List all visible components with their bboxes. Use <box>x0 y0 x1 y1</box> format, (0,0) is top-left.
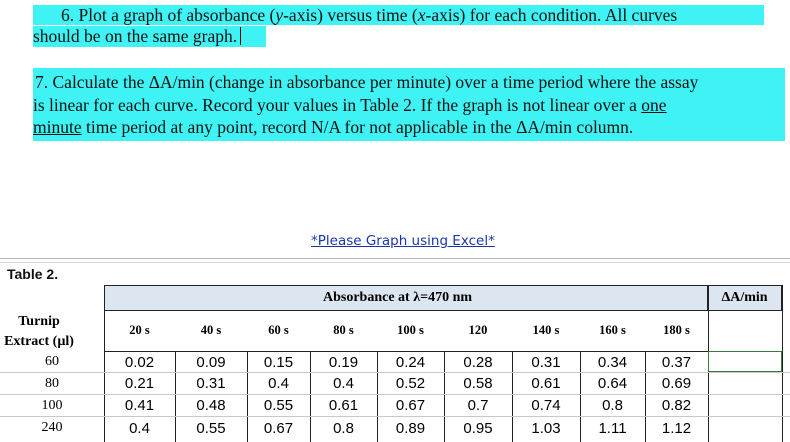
table-cell[interactable]: 0.64 <box>597 375 628 392</box>
table-cell[interactable]: 0.89 <box>395 419 426 437</box>
table-cell[interactable]: 0.61 <box>328 397 359 414</box>
question-7-line3: minute time period at any point, record N/A for not applicable in the ΔA/min column. <box>33 117 634 137</box>
table-cell[interactable]: 0.74 <box>531 397 561 414</box>
table-cell[interactable]: 0.4 <box>268 375 289 392</box>
table-cell[interactable]: 0.37 <box>661 353 692 371</box>
table-cell[interactable]: 0.69 <box>661 375 692 392</box>
absorbance-header: Absorbance at λ=470 nm <box>323 290 473 305</box>
table-cell[interactable]: 0.7 <box>467 397 489 414</box>
table-cell[interactable]: 0.82 <box>661 397 692 414</box>
table-cell[interactable]: 0.15 <box>263 353 294 371</box>
row-label-100: 100 <box>41 397 63 413</box>
row-label-80: 80 <box>45 375 59 391</box>
time-header-140s: 140 s <box>532 322 560 337</box>
table-cell[interactable]: 0.67 <box>263 419 294 437</box>
graph-using-excel-link[interactable]: *Please Graph using Excel* <box>311 233 495 249</box>
question-7-line2: is linear for each curve. Record your values in Table 2. If the graph is not linear over a one <box>33 95 667 115</box>
table-cell[interactable]: 0.02 <box>124 353 155 371</box>
delta-a-min-header: ΔA/min <box>721 290 768 305</box>
sheet-divider <box>0 262 790 263</box>
table-cell[interactable]: 0.67 <box>395 397 426 414</box>
table-cell[interactable]: 0.4 <box>129 419 150 437</box>
table-cell[interactable]: 1.11 <box>598 419 627 437</box>
time-header-80s: 80 s <box>333 322 354 337</box>
time-header-20s: 20 s <box>129 322 150 337</box>
table-cell[interactable]: 0.09 <box>196 353 226 371</box>
table-cell[interactable]: 0.31 <box>196 375 226 392</box>
selected-cell[interactable] <box>708 351 782 372</box>
text-cursor <box>240 27 241 45</box>
table-cell[interactable]: 1.12 <box>661 419 692 437</box>
table-title: Table 2. <box>7 266 59 282</box>
question-6-line2[interactable]: should be on the same graph. <box>33 26 241 47</box>
table-cell[interactable]: 0.4 <box>333 375 354 392</box>
question-6-line1: 6. Plot a graph of absorbance (y-axis) versus time (x-axis) for each condition. All curves <box>61 5 678 25</box>
table-cell[interactable]: 0.28 <box>463 353 493 371</box>
turnip-header-line1: Turnip <box>18 314 60 329</box>
turnip-header-line2: Extract (µl) <box>4 334 74 349</box>
delta-header-cell <box>708 285 782 311</box>
table-cell[interactable]: 0.55 <box>263 397 294 414</box>
table-cell[interactable]: 0.52 <box>395 375 426 392</box>
table-cell[interactable]: 0.31 <box>531 353 561 371</box>
time-header-40s: 40 s <box>200 322 222 337</box>
table-cell[interactable]: 0.55 <box>196 419 226 437</box>
row-label-60: 60 <box>45 354 59 369</box>
time-header-180s: 180 s <box>663 322 690 337</box>
turnip-extract-header <box>4 312 74 352</box>
table-border <box>782 285 783 442</box>
table-cell[interactable]: 0.95 <box>463 419 493 437</box>
table-cell[interactable]: 0.41 <box>124 397 155 414</box>
table-cell[interactable]: 0.19 <box>328 353 359 371</box>
absorbance-header-band <box>104 285 708 311</box>
table-cell[interactable]: 1.03 <box>531 419 561 437</box>
time-header-60s: 60 s <box>268 322 289 337</box>
table-cell[interactable]: 0.21 <box>124 375 155 392</box>
question-7-line1: 7. Calculate the ΔA/min (change in absorbance per minute) over a time period where the assay <box>35 72 699 92</box>
table-cell[interactable]: 0.48 <box>196 397 226 414</box>
table-cell[interactable]: 0.61 <box>531 375 561 392</box>
table-cell[interactable]: 0.8 <box>602 397 623 414</box>
table-cell[interactable]: 0.34 <box>597 353 628 371</box>
row-label-240: 240 <box>41 420 63 435</box>
sheet-divider <box>0 258 790 259</box>
table-cell[interactable]: 0.24 <box>395 353 426 371</box>
time-header-100s: 100 s <box>397 322 424 337</box>
time-header-120: 120 <box>468 322 488 337</box>
time-header-160s: 160 s <box>599 322 626 337</box>
table-cell[interactable]: 0.8 <box>333 419 354 437</box>
table-cell[interactable]: 0.58 <box>463 375 493 392</box>
